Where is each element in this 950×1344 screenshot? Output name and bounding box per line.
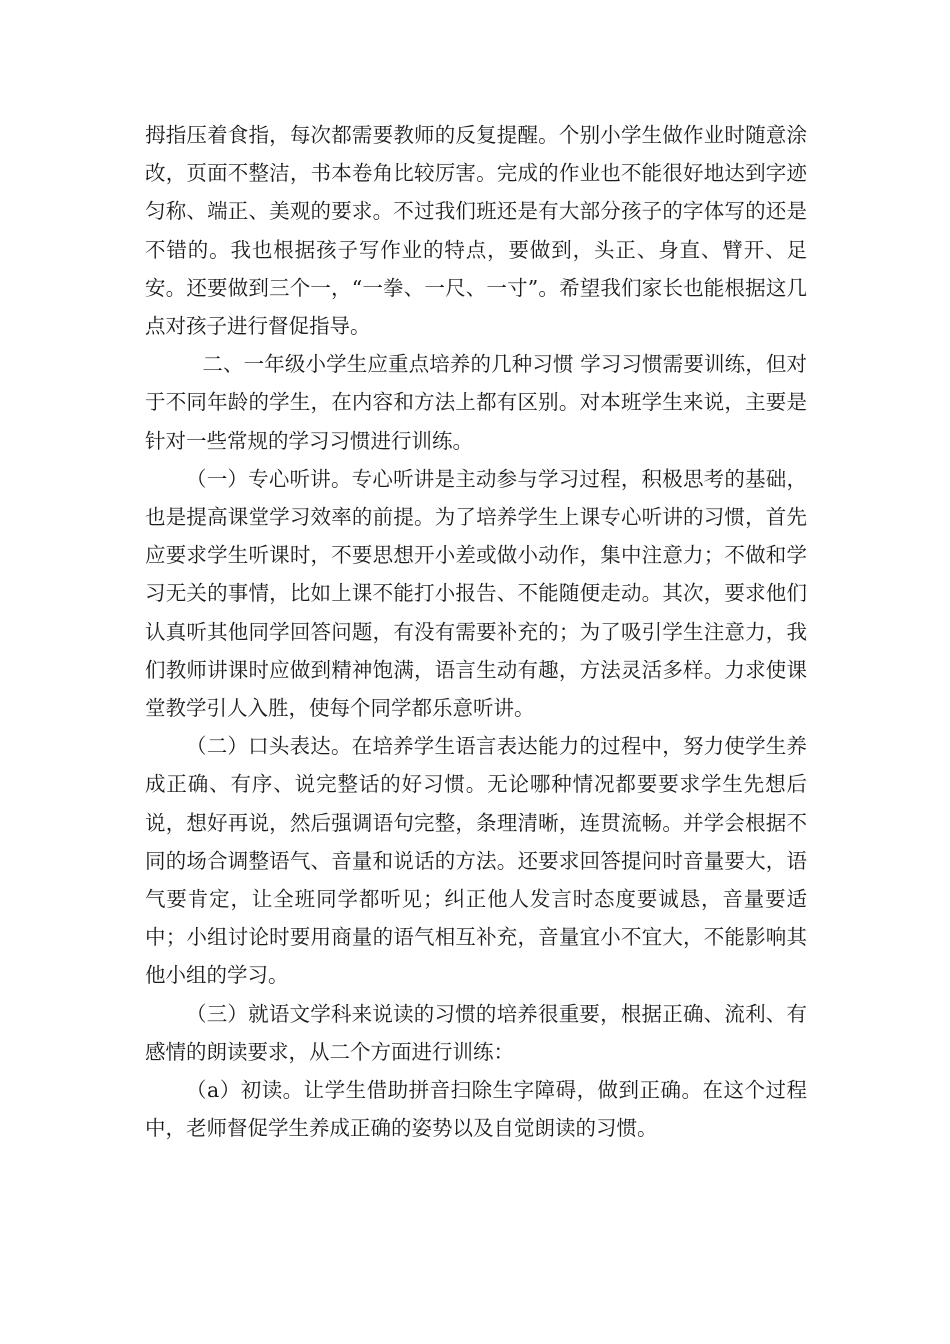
paragraph-oral-expression: （二）口头表达。在培养学生语言表达能力的过程中，努力使学生养成正确、有序、说完整话的好习惯。无论哪种情况都要要求学生先想后说，想好再说，然后强调语句完整，条理清晰，连贯流畅。并学会根据不同的场合调整语气、音量和说话的方法。还要求回答提问时音量要大，语气要肯定，让全班同学都听见；纠正他人发言时态度要诚恳，音量要适中；小组讨论时要用商量的语气相互补充，音量宜小不宜大，不能影响其他小组的学习。 xyxy=(145,734,807,988)
paragraph-listening: （一）专心听讲。专心听讲是主动参与学习过程，积极思考的基础，也是提高课堂学习效率的前提。为了培养学生上课专心听讲的习惯，首先应要求学生听课时，不要思想开小差或做小动作，集中注意力；不做和学习无关的事情，比如上课不能打小报告、不能随便走动。其次，要求他们认真听其他同学回答问题，有没有需要补充的；为了吸引学生注意力，我们教师讲课时应做到精神饱满，语言生动有趣，方法灵活多样。力求使课堂教学引人入胜，使每个同学都乐意听讲。 xyxy=(145,466,807,721)
paragraph-first-reading: （a）初读。让学生借助拼音扫除生字障碍，做到正确。在这个过程中，老师督促学生养成正确的姿势以及自觉朗读的习惯。 xyxy=(145,1078,807,1141)
paragraph-reading-habit: （三）就语文学科来说读的习惯的培养很重要，根据正确、流利、有感情的朗读要求，从二个方面进行训练： xyxy=(145,1001,807,1064)
paragraph-section-two: 二、一年级小学生应重点培养的几种习惯 学习习惯需要训练，但对于不同年龄的学生，在内容和方法上都有区别。对本班学生来说，主要是针对一些常规的学习习惯进行训练。 xyxy=(145,352,807,453)
paragraph-continuation: 拇指压着食指，每次都需要教师的反复提醒。个别小学生做作业时随意涂改，页面不整洁，书本卷角比较厉害。完成的作业也不能很好地达到字迹匀称、端正、美观的要求。不过我们班还是有大部分孩子的字体写的还是不错的。我也根据孩子写作业的特点，要做到，头正、身直、臂开、足安。还要做到三个一，“一拳、一尺、一寸”。希望我们家长也能根据这几点对孩子进行督促指导。 xyxy=(145,123,807,339)
document-body xyxy=(145,116,807,1147)
